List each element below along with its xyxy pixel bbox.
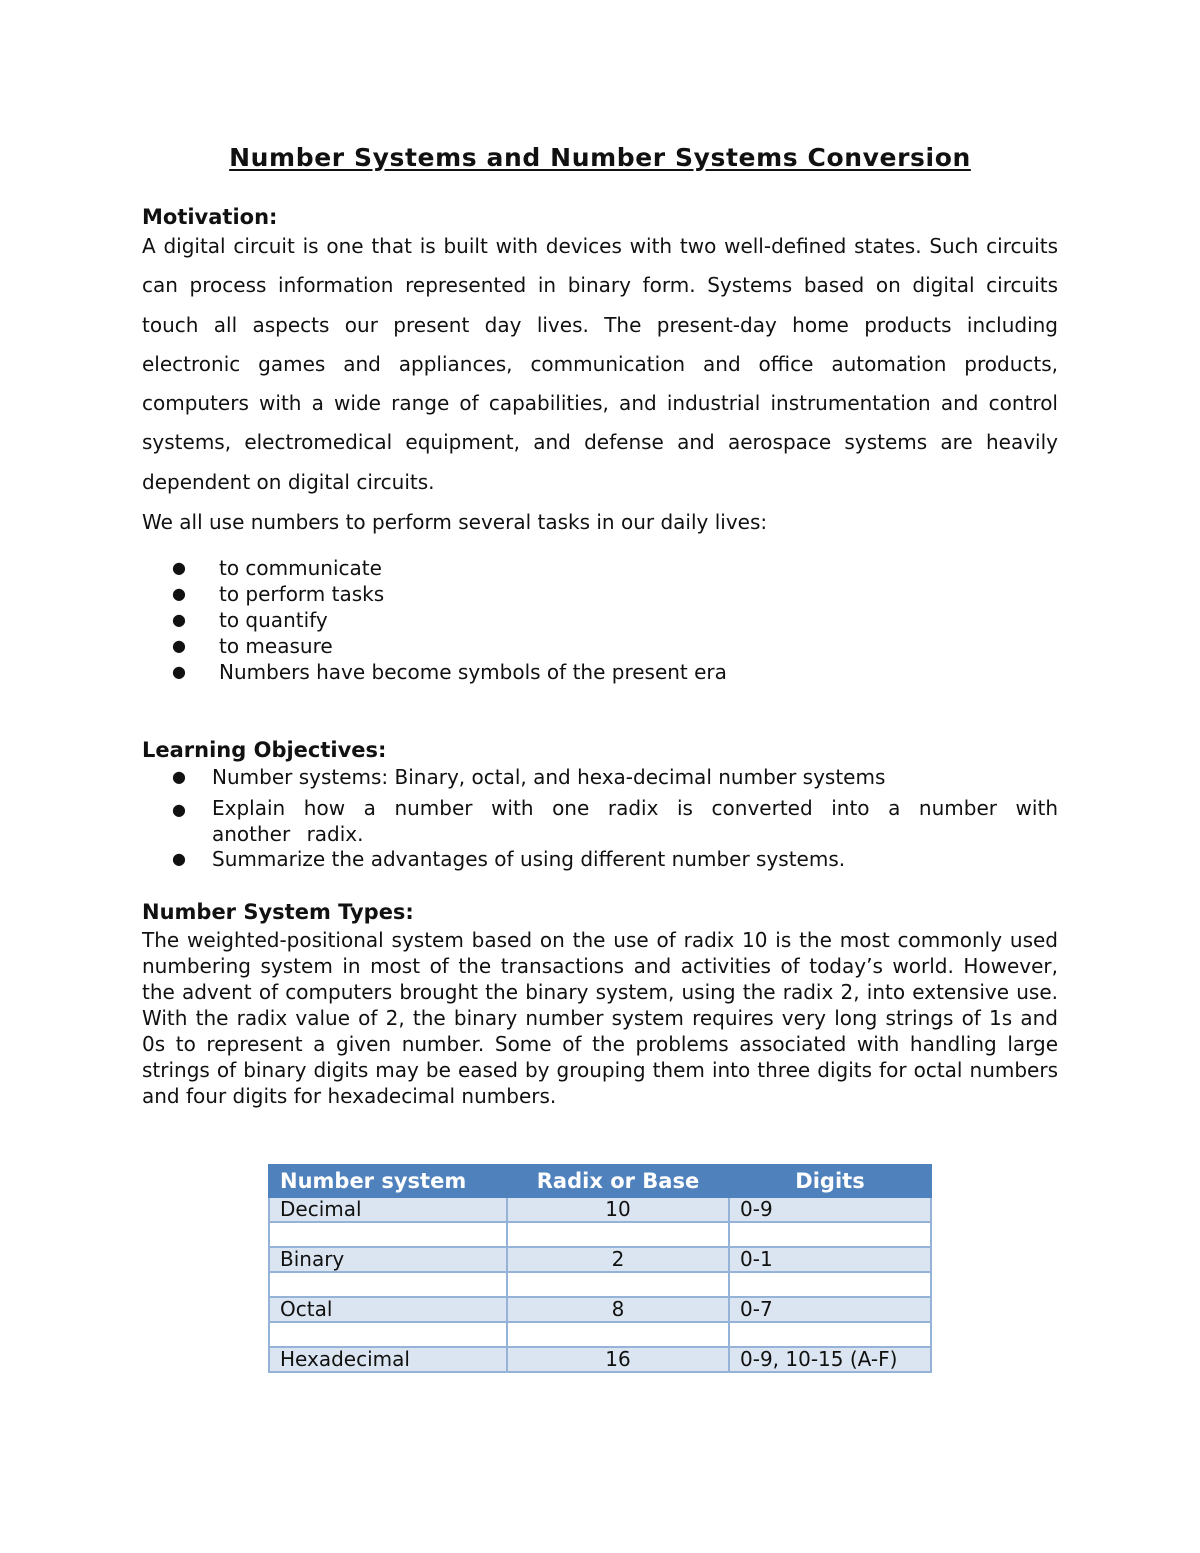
table-row (269, 1347, 931, 1372)
table-cell (507, 1272, 729, 1297)
table-cell: 10 (507, 1197, 729, 1222)
list-item: ● to quantify (172, 608, 328, 632)
table-cell: Binary (269, 1247, 507, 1272)
table-cell: 0-9 (729, 1197, 931, 1222)
table-cell (269, 1222, 507, 1247)
list-item: ● to communicate (172, 556, 382, 580)
objectives-heading: Learning Objectives: (142, 738, 387, 762)
motivation-list (172, 556, 727, 686)
table-cell: 0-1 (729, 1247, 931, 1272)
table-header-cell: Radix or Base (507, 1165, 729, 1197)
bullet-icon: ● (172, 767, 186, 786)
motivation-heading: Motivation: (142, 205, 278, 229)
bullet-icon: ● (172, 800, 186, 819)
list-item: ● to measure (172, 634, 333, 658)
table-row (269, 1322, 931, 1347)
table-header-cell: Digits (729, 1165, 931, 1197)
table-cell: 0-7 (729, 1297, 931, 1322)
table-cell: 2 (507, 1247, 729, 1272)
table-row (269, 1297, 931, 1322)
page-title: Number Systems and Number Systems Conversion (229, 143, 971, 172)
bullet-icon: ● (172, 662, 186, 681)
list-item: ● Explain how a number with one radix is converted into a number with another radix. (172, 796, 1058, 846)
table-cell (729, 1222, 931, 1247)
table-header-cell: Number system (269, 1165, 507, 1197)
table-cell: Decimal (269, 1197, 507, 1222)
objectives-list (172, 765, 1058, 873)
table-cell (507, 1222, 729, 1247)
table-header-row (269, 1165, 931, 1197)
bullet-icon: ● (172, 636, 186, 655)
motivation-intro: We all use numbers to perform several tasks in our daily lives: (142, 510, 768, 534)
table-cell (729, 1322, 931, 1347)
types-heading: Number System Types: (142, 900, 414, 924)
table-row (269, 1272, 931, 1297)
number-system-table (268, 1164, 932, 1373)
table-row (269, 1197, 931, 1222)
table-cell (269, 1272, 507, 1297)
bullet-icon: ● (172, 849, 186, 868)
list-item: ● to perform tasks (172, 582, 385, 606)
table-cell: Hexadecimal (269, 1347, 507, 1372)
table-cell: 16 (507, 1347, 729, 1372)
table-row (269, 1222, 931, 1247)
bullet-icon: ● (172, 558, 186, 577)
bullet-icon: ● (172, 610, 186, 629)
list-item: ● Number systems: Binary, octal, and hexa-decimal number systems (172, 765, 886, 789)
list-item: ● Summarize the advantages of using different number systems. (172, 847, 846, 871)
table-cell: 8 (507, 1297, 729, 1322)
table-cell (507, 1322, 729, 1347)
table-row (269, 1247, 931, 1272)
table-cell (729, 1272, 931, 1297)
motivation-paragraph: A digital circuit is one that is built with devices with two well-defined states. Such circuits can process information represented in binary form. Systems based on digital circuits touch all aspects our present day lives. The present-day home products including electronic games and appliances, communication and office automation products, computers with a wide range of capabilities, and industrial instrumentation and control systems, electromedical equipment, and defense and aerospace systems are heavily dependent on digital circuits. (142, 234, 1058, 494)
table-cell: Octal (269, 1297, 507, 1322)
table-cell: 0-9, 10-15 (A-F) (729, 1347, 931, 1372)
types-paragraph: The weighted-positional system based on the use of radix 10 is the most commonly used numbering system in most of the transactions and activities of today’s world. However, the advent of computers brought the binary system, using the radix 2, into extensive use. With the radix value of 2, the binary number system requires very long strings of 1s and 0s to represent a given number. Some of the problems associated with handling large strings of binary digits may be eased by grouping them into three digits for octal numbers and four digits for hexadecimal numbers. (142, 928, 1058, 1108)
list-item: ● Numbers have become symbols of the present era (172, 660, 727, 684)
table-cell (269, 1322, 507, 1347)
bullet-icon: ● (172, 584, 186, 603)
